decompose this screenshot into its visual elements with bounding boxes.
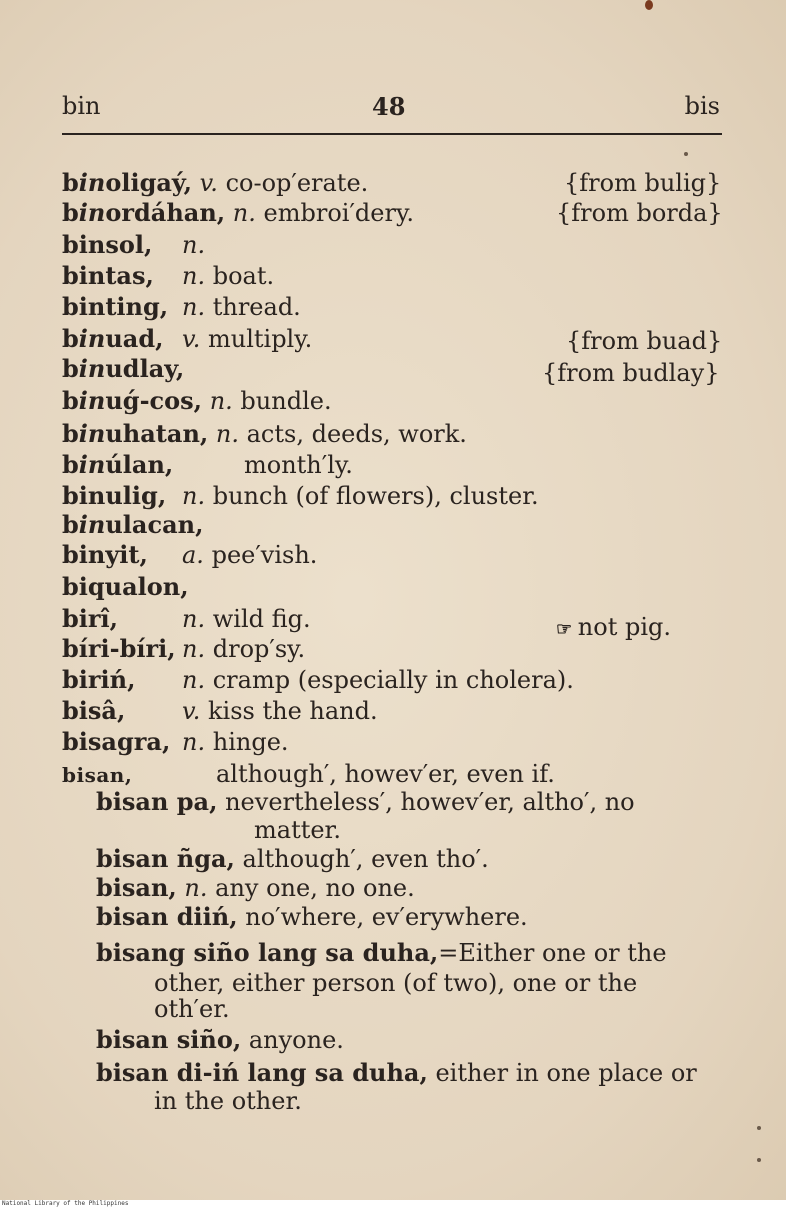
header-right-guideword: bis — [684, 92, 720, 120]
sub-entry-continuation: oth′er. — [154, 995, 230, 1023]
entry-binuhatan: binuhatan, n. acts, deeds, work. — [62, 419, 467, 448]
pointing-hand-icon: ☞ — [556, 619, 571, 640]
entry-note: {from bulig} — [564, 169, 722, 197]
speck — [757, 1158, 761, 1162]
speck — [757, 1126, 761, 1130]
entry-bisan: bisan, although′, howev′er, even if. — [62, 760, 555, 788]
sub-entry-bisan-pa: bisan pa, nevertheless′, howev′er, altho′, no — [96, 787, 635, 816]
entry-note-not-pig: ☞ not pig. — [556, 613, 671, 641]
entry-bintas: bintas, n. boat. — [62, 261, 275, 290]
entry-binyit: binyit, a. pee′vish. — [62, 540, 318, 569]
entry-binuad: binuad, v. multiply. — [62, 324, 313, 353]
entry-binulacan: binulacan, — [62, 510, 204, 539]
entry-biri-biri: bíri-bíri, n. drop′sy. — [62, 634, 306, 663]
entry-biri: birî, n. wild fig. — [62, 604, 311, 633]
library-credit: National Library of the Philippines — [2, 1200, 129, 1207]
sub-entry-bisan-sino: bisan siño, anyone. — [96, 1025, 344, 1054]
sub-entry-bisan-n: bisan, n. any one, no one. — [96, 873, 415, 902]
header-left-guideword: bin — [62, 92, 101, 120]
entry-binordahan: binordáhan, n. embroi′dery. — [62, 198, 414, 227]
entry-note: {from budlay} — [542, 359, 720, 387]
entry-binoligay: binoligaý, v. co-op′erate. — [62, 168, 369, 197]
header-rule — [62, 133, 722, 135]
sub-entry-bisan-di-in: bisan di-iń lang sa duha, either in one place or — [96, 1058, 697, 1087]
sub-entry-continuation: other, either person (of two), one or the — [154, 969, 638, 997]
entry-binulig: binulig, n. bunch (of flowers), cluster. — [62, 481, 539, 510]
sub-entry-bisan-diin: bisan diiń, no′where, ev′erywhere. — [96, 902, 528, 931]
entry-binugcos: binuǵ-cos, n. bundle. — [62, 386, 332, 415]
ink-stain — [645, 0, 653, 10]
entry-binsol: binsol, n. — [62, 230, 206, 259]
entry-biqualon: biqualon, — [62, 572, 189, 601]
sub-entry-continuation: in the other. — [154, 1087, 302, 1115]
entry-bisa: bisâ, v. kiss the hand. — [62, 696, 378, 725]
entry-binulan: binúlan, month′ly. — [62, 450, 353, 479]
entry-note: {from borda} — [556, 199, 723, 227]
entry-binudlay: binudlay, — [62, 354, 185, 383]
entry-bisagra: bisagra, n. hinge. — [62, 727, 289, 756]
entry-biring: biriń, n. cramp (especially in cholera). — [62, 665, 574, 694]
entry-note: {from buad} — [566, 327, 723, 355]
page-number: 48 — [372, 92, 406, 121]
sub-entry-bisan-nga: bisan ñga, although′, even tho′. — [96, 844, 489, 873]
sub-entry-continuation: matter. — [254, 816, 342, 844]
speck — [684, 152, 688, 156]
sub-entry-bisang-sino: bisang siño lang sa duha,=Either one or the — [96, 938, 667, 967]
entry-binting: binting, n. thread. — [62, 292, 301, 321]
